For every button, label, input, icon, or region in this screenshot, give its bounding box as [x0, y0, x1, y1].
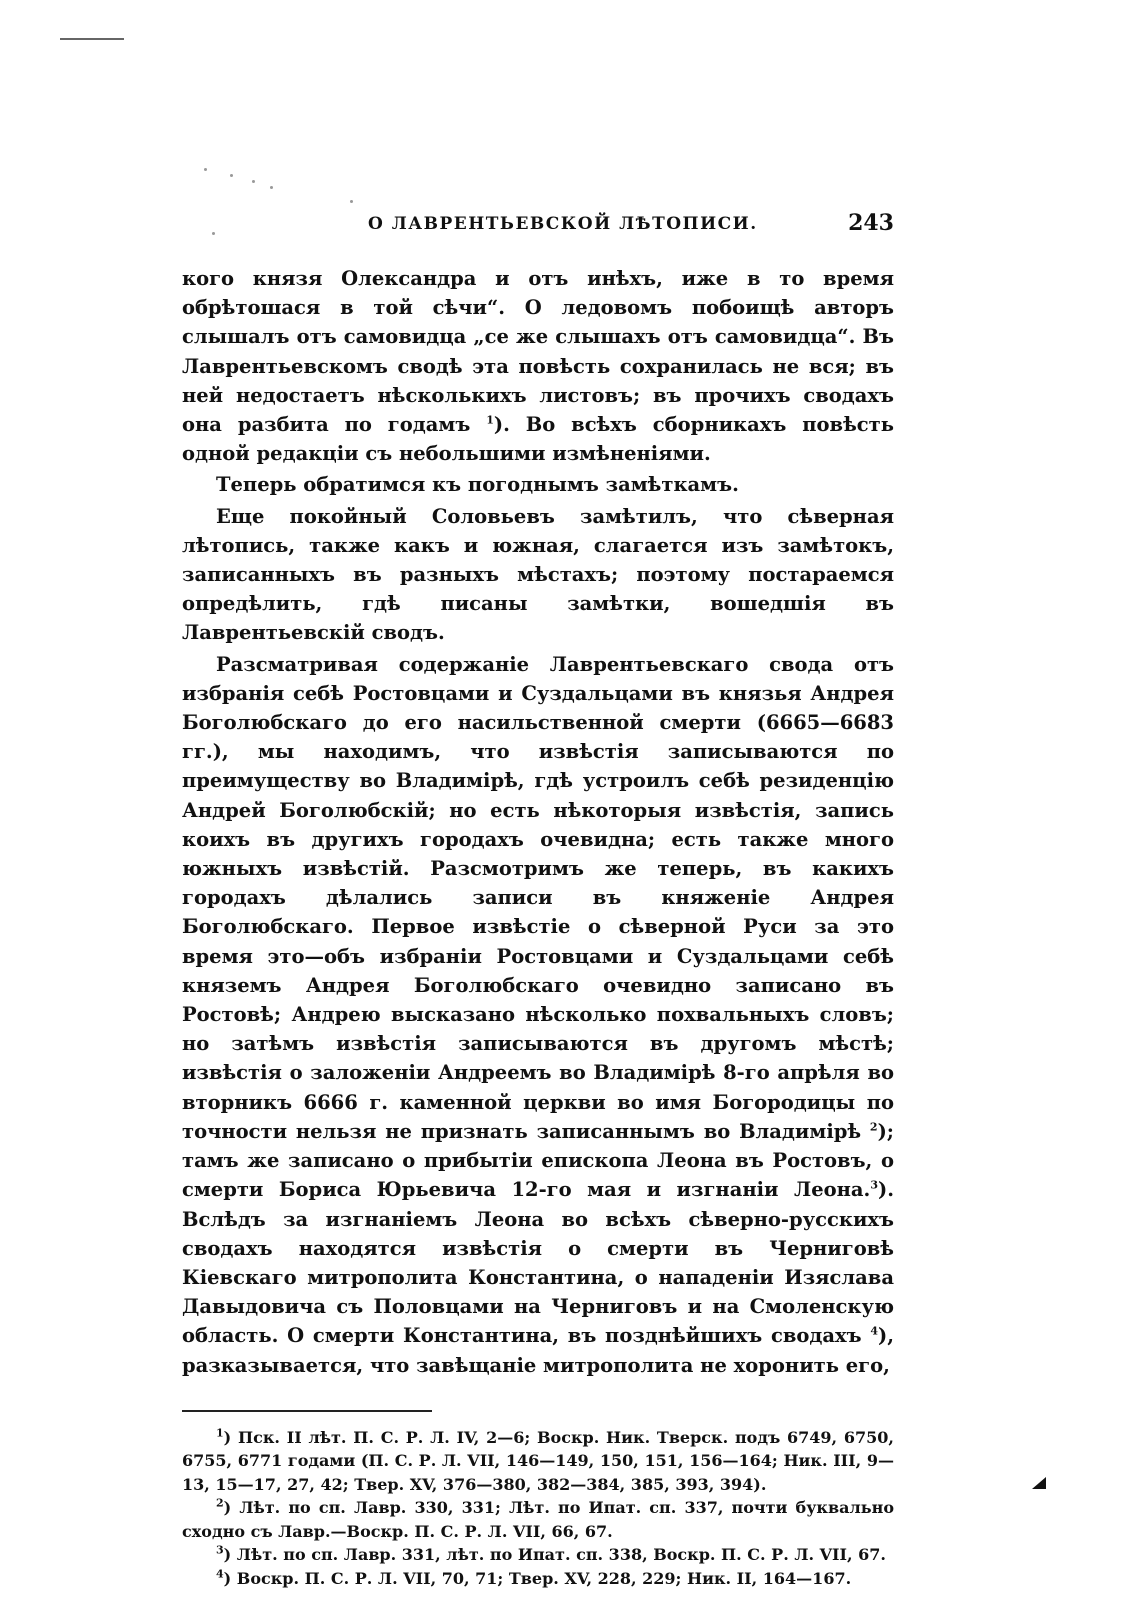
scan-edge-mark	[60, 38, 124, 40]
running-title: О ЛАВРЕНТЬЕВСКОЙ ЛѢТОПИСИ.	[368, 214, 758, 234]
body-text	[182, 264, 894, 1380]
book-page	[182, 210, 894, 1590]
footnote-ref[interactable]: 3	[870, 1178, 878, 1192]
footnote: $^2$) Лѣт. по сп. Лавр. 330, 331; Лѣт. по Ипат. сп. 337, почти буквально сходно съ Лавр.—Воскр. П. С. Р. Л. VII, 66, 67.	[182, 1496, 894, 1541]
footnote-ref[interactable]: 1	[486, 413, 494, 427]
footnote-mark: 2	[216, 1496, 224, 1510]
page-corner-icon	[1032, 1477, 1046, 1489]
footnotes	[182, 1426, 894, 1591]
footnote-mark: 3	[216, 1543, 224, 1557]
footnote: $^1$) Пск. II лѣт. П. С. Р. Л. IV, 2—6; Воскр. Ник. Тверск. подъ 6749, 6750, 6755, 6771 годами (П. С. Р. Л. VII, 146—149, 150, 151, 156—164; Ник. III, 9—13, 15—17, 27, 42; Твер. XV, 376—380, 382—384, 385, 393, 394).	[182, 1426, 894, 1494]
paragraph: Разсматривая содержаніе Лаврентьевскаго свода отъ избранія себѣ Ростовцами и Суздальцами въ князья Андрея Боголюбскаго до его насильственной смерти (6665—6683 гг.), мы находимъ, что извѣстія записываются по преимуществу во Владимірѣ, гдѣ устроилъ себѣ резиденцію Андрей Боголюбскій; но есть нѣкоторыя извѣстія, запись коихъ въ другихъ городахъ очевидна; есть также много южныхъ извѣстій. Разсмотримъ же теперь, въ какихъ городахъ дѣлались записи въ княженіе Андрея Боголюбскаго. Первое извѣстіе о сѣверной Руси за это время это—объ избраніи Ростовцами и Суздальцами себѣ княземъ Андрея Боголюбскаго очевидно записано въ Ростовѣ; Андрею высказано нѣсколько похвальныхъ словъ; но затѣмъ извѣстія записываются въ другомъ мѣстѣ; извѣстія о заложеніи Андреемъ во Владимірѣ 8-го апрѣля во вторникъ 6666 г. каменной церкви во имя Богородицы по точности нельзя не признать записаннымъ во Владимірѣ $^2$); тамъ же записано о прибытіи епископа Леона въ Ростовъ, о смерти Бориса Юрьевича 12-го мая и изгнаніи Леона.$^3$). Вслѣдъ за изгнаніемъ Леона во всѣхъ сѣверно-русскихъ сводахъ находятся извѣстія о смерти въ Черниговѣ Кіевскаго митрополита Константина, о нападеніи Изяслава Давыдовича съ Половцами на Черниговъ и на Смоленскую область. О смерти Константина, въ позднѣйшихъ сводахъ $^4$), разказывается, что завѣщаніе митрополита не хоронить его,	[182, 652, 894, 1377]
footnote-ref[interactable]: 4	[870, 1324, 878, 1338]
paragraph: кого князя Олександра и отъ инѣхъ, иже в то время обрѣтошася в той сѣчи“. О ледовомъ побоищѣ авторъ слышалъ отъ самовидца „се же слышахъ отъ самовидца“. Въ Лаврентьевскомъ сводѣ эта повѣсть сохранилась не вся; въ ней недостаетъ нѣсколькихъ листовъ; въ прочихъ сводахъ она разбита по годамъ $^1$). Во всѣхъ сборникахъ повѣсть одной редакціи съ небольшими измѣненіями.	[182, 267, 894, 466]
footnote: $^4$) Воскр. П. С. Р. Л. VII, 70, 71; Твер. XV, 228, 229; Ник. II, 164—167.	[216, 1567, 852, 1588]
footnote-ref[interactable]: 2	[869, 1120, 878, 1134]
footnote-mark: 4	[216, 1567, 224, 1581]
footnote-divider	[182, 1410, 432, 1412]
paragraph: Теперь обратимся къ погоднымъ замѣткамъ.	[216, 473, 739, 497]
footnote-mark: 1	[216, 1426, 224, 1440]
paragraph: Еще покойный Соловьевъ замѣтилъ, что сѣверная лѣтопись, также какъ и южная, слагается изъ замѣтокъ, записанныхъ въ разныхъ мѣстахъ; поэтому постараемся опредѣлить, гдѣ писаны замѣтки, вошедшія въ Лаврентьевскій сводъ.	[182, 504, 894, 645]
running-head	[182, 210, 894, 246]
page-number: 243	[848, 210, 894, 236]
footnote: $^3$) Лѣт. по сп. Лавр. 331, лѣт. по Ипат. сп. 338, Воскр. П. С. Р. Л. VII, 67.	[216, 1543, 886, 1565]
